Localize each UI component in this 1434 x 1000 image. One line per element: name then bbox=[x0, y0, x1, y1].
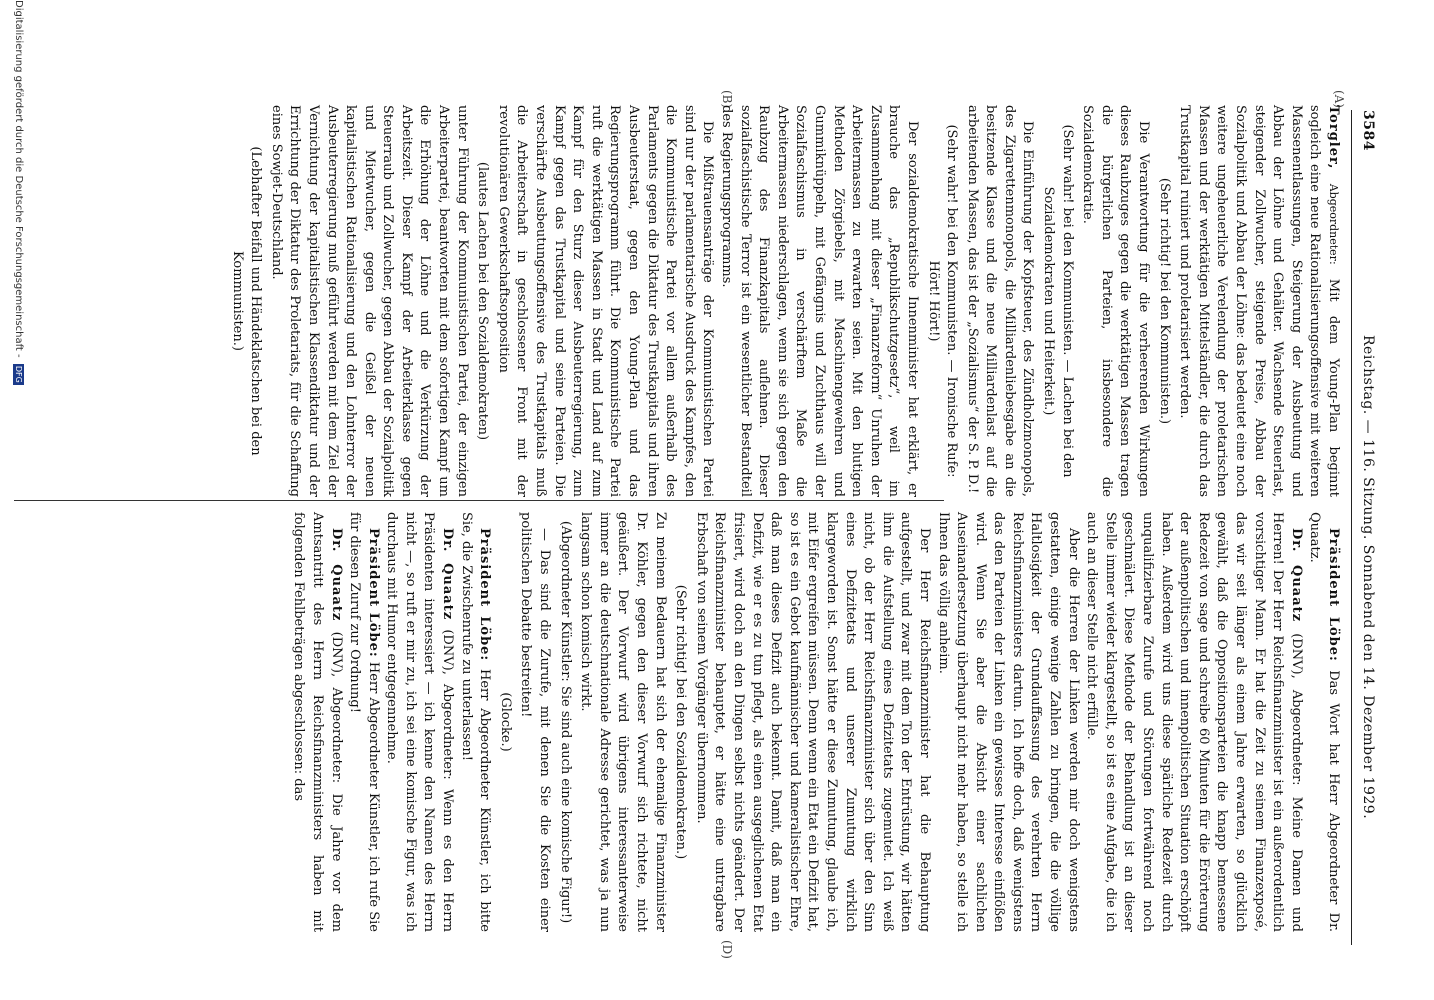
page-number: 3584 bbox=[1360, 110, 1376, 151]
paragraph bbox=[1175, 105, 1342, 497]
paragraph bbox=[382, 512, 456, 932]
speaker-name: Dr. Quaatz bbox=[440, 528, 456, 621]
left-column bbox=[225, 105, 1342, 497]
paragraph bbox=[345, 512, 382, 932]
paragraph-text: Herr Abgeordneter Künstler, ich rufe Sie für diesen Zuruf zur Ordnung! bbox=[347, 512, 381, 932]
paragraph-text: (DNV), Abgeordneter: Die Jahre vor dem Amtsantritt des Herrn Reichsfinanzministers haben mit folgenden Fehlbeträgen abgeschlossen: das bbox=[291, 512, 344, 932]
header-rule bbox=[1351, 110, 1352, 945]
interjection: (Sehr richtig! bei den Kommunisten.) bbox=[1156, 177, 1172, 425]
running-head: Reichstag. — 116. Sitzung. Sonnabend den 14. Dezember 1929. bbox=[1360, 335, 1376, 820]
paragraph: Zu meinem Bedauern hat sich der ehemalige Finanzminister Dr. Köhler, gegen den dieser Vorwurf sich richtete, nicht geäußert. Der Vorwurf wird übrigens interessanterweise immer an die deutschnationale Adresse gerichtet, was ja nun langsam schon komisch wirkt. bbox=[578, 512, 668, 932]
paragraph bbox=[1305, 512, 1342, 932]
right-column bbox=[289, 512, 1342, 932]
speaker-role: Abgeordneter: bbox=[1327, 183, 1340, 265]
paragraph: unter Führung der Kommunistischen Partei, der einzigen Arbeiterpartei, beantworten mit dem sofortigen Kampf um die Erhöhung der Löhne und die Verkürzung der Arbeitszeit. Dieser Kampf der Arbeiterklasse gegen Steuerraub und Zollwucher, gegen Abbau der Sozialpolitik und Mietwucher, gegen die Geißel der neuen kapitalistischen Rationalisierung und den Lohnterror der Ausbeuterregierung muß geführt werden mit dem Ziel der Vernichtung der kapitalistischen Klassendiktatur und der Errichtung der Diktatur des Proletariats, für die Schaffung eines Sowjet-Deutschland. bbox=[268, 105, 470, 497]
paragraph-text: (DNV), Abgeordneter: Wenn es den Herrn Präsidenten interessiert — ich kenne den Namen des Herrn nicht —, so ruft er mir zu, ich sei eine komische Figur, was ich durchaus mit Humor entgegennehme. bbox=[384, 512, 456, 932]
page-header bbox=[1354, 110, 1376, 940]
paragraph: Die Verantwortung für die verheerenden Wirkungen dieses Raubzuges gegen die werktätigen Massen tragen die bürgerlichen Parteien, insbesondere die Sozialdemokratie. bbox=[1080, 105, 1152, 497]
speaker-name: Dr. Quaatz bbox=[328, 528, 344, 622]
margin-mark-a: (A) bbox=[1332, 90, 1346, 109]
margin-mark-d: (D) bbox=[720, 940, 734, 959]
interjection: (Lebhafter Beifall und Händeklatschen bei den Kommunisten.) bbox=[229, 146, 264, 456]
paragraph bbox=[289, 512, 345, 932]
speaker-name: Torgler, bbox=[1326, 105, 1341, 170]
dfg-logo: DFG bbox=[14, 365, 23, 383]
speaker-name: Präsident Löbe: bbox=[365, 528, 381, 658]
paragraph-text: Mit dem Young-Plan beginnt sogleich eine neue Rationalisierungsoffensive mit weiteren Massenentlassungen, Steigerung der Ausbeutung und Abbau der Löhne und Gehälter. Wachsende Steuerlast, steigender Zollwucher, steigende Preise, Abbau der Sozialpolitik und Abbau der Löhne: das bedeutet eine noch weitere ungeheuerliche Verelendung der proletarischen Massen und der werktätigen Mittelständler, die durch das Trustkapital ruiniert und proletarisiert werden. bbox=[1177, 105, 1341, 497]
paragraph-text: Herr Abgeordneter Künstler, ich bitte Sie, die Zwischenrufe zu unterlassen! bbox=[458, 512, 493, 932]
paragraph: Die Mißtrauensanträge der Kommunistischen Partei sind nur der parlamentarische Ausdruck des Kampfes, den die Kommunistische Partei vor allem außerhalb des Parlaments gegen die Diktatur des Trustkapitals und ihren Ausbeuterstaat, gegen den Young-Plan und das Regierungsprogramm führt. Die Kommunistische Partei ruft die werktätigen Massen in Stadt und Land auf zum Kampf für den Sturz dieser Ausbeuterregierung, zum Kampf gegen das Trustkapital und seine Parteien. Die verschärfte Ausbeutungsoffensive des Trustkapitals muß die Arbeiterschaft in geschlossener Front mit der revolutionären Gewerkschaftsopposition bbox=[495, 105, 716, 497]
speaker-name: Präsident Löbe: bbox=[1326, 528, 1341, 662]
footer-text: Digitalisierung gefördert durch die Deutsche Forschungsgemeinschaft - bbox=[13, 0, 24, 358]
speaker-name: Präsident Löbe: bbox=[477, 528, 493, 662]
interjection: (Abgeordneter Künstler: Sie sind auch eine komische Figur!) bbox=[557, 520, 573, 924]
interjection: (Sehr richtig! bei den Sozialdemokraten.) bbox=[673, 584, 689, 860]
paragraph: Die Einführung der Kopfsteuer, des Zündholzmonopols, des Zigarettenmonopols, die Milliardenliebesgabe an die besitzende Klasse und die neue Milliardenlast auf die arbeitenden Massen, das ist der „Sozialismus“ der S. P. D.! bbox=[964, 105, 1036, 497]
margin-mark-b: (B) bbox=[720, 90, 734, 109]
interjection: (Sehr wahr! bei den Kommunisten. — Lachen bei den Sozialdemokraten und Heiterkeit.) bbox=[1041, 124, 1075, 478]
paragraph-text: Das Wort hat Herr Abgeordneter Dr. Quaatz. bbox=[1307, 512, 1341, 932]
paragraph: Aber die Herren der Linken werden mir doch wenigstens gestatten, einige wenige Zahlen zu bringen, die die völlige Haltlosigkeit der Grundauffassung des verehrten Herrn Reichsfinanzministers dartun. Ich hoffe doch, daß wenigstens das den Parteien der Linken ein gewisses Interesse einflößen wird. Wenn Sie aber die Absicht einer sachlichen Auseinandersetzung überhaupt nicht mehr haben, so stelle ich Ihnen das völlig anheim. bbox=[935, 512, 1081, 932]
digitization-footer bbox=[13, 0, 24, 1000]
speaker-name: Dr. Quaatz bbox=[1288, 528, 1304, 623]
paragraph: — Das sind die Zurufe, mit denen Sie die Kosten einer politischen Debatte bestreiten! bbox=[518, 512, 553, 932]
column-divider bbox=[14, 500, 944, 501]
interjection: (Sehr wahr! bei den Kommunisten. — Ironische Rufe: Hört! Hört!) bbox=[925, 124, 960, 478]
paragraph: Der sozialdemokratische Innenminister hat erklärt, er brauche das „Republikschutzgesetz“, weil im Zusammenhang mit dieser „Finanzreform“ Unruhen der Arbeitermassen zu erwarten seien. Mit den blutigen Methoden Zörgiebels, mit Maschinengewehren und Gummiknüppeln, mit Gefängnis und Zuchthaus will der Sozialfaschismus in verschärftem Maße die Arbeitermassen niederschlagen, wenn sie sich gegen den Raubzug des Finanzkapitals auflehnen. Dieser sozialfaschistische Terror ist ein wesentlicher Bestandteil des Regierungsprogramms. bbox=[719, 105, 920, 497]
interjection: (lautes Lachen bei den Sozialdemokraten) bbox=[475, 161, 491, 441]
paragraph bbox=[1082, 512, 1305, 932]
paragraph: Der Herr Reichsfinanzminister hat die Behauptung aufgestellt, und zwar mit dem Ton der Entrüstung, wir hätten ihm die Aufstellung eines Defizitetats zugemutet. Ich weiß nicht, ob der Herr Reichsfinanzminister sich über den Sinn eines Defizitetats und unserer Zumutung wirklich klargeworden ist. Sonst hätte er diese Zumutung, glaube ich, mit Eifer ergreifen müssen. Denn wenn ein Etat ein Defizit hat, so ist es ein Gebot kaufmännischer und kameralistischer Ehre, daß man dieses Defizit auch bekennt. Damit, daß man ein Defizit, wie er es zu tun pflegt, als einen ausgeglichenen Etat frisiert, wird doch an den Dingen selbst nichts geändert. Der Reichsfinanzminister behauptet, er hätte eine untragbare Erbschaft von seinem Vorgänger übernommen. bbox=[693, 512, 932, 932]
paragraph bbox=[456, 512, 493, 932]
interjection: (Glocke.) bbox=[497, 692, 513, 752]
paragraph-text: (DNV), Abgeordneter: Meine Damen und Herren! Der Herr Reichsfinanzminister ist ein außerordentlich vorsichtiger Mann. Er hat die Zeit zu seinem Finanzexposé, das wir seit länger als einem Jahre erwarten, so glücklich gewählt, daß die Oppositionsparteien die knapp bemessene Redezeit von sage und schreibe 60 Minuten für die Erörterung der außenpolitischen und innenpolitischen Situation erschöpft haben. Außerdem wird uns diese spärliche Redezeit durch unqualifizierbare Zurufe und Störungen fortwährend noch geschmälert. Diese Methode der Behandlung ist an dieser Stelle immer wieder klargestellt, so ist es eine Aufgabe, die ich auch an dieser Stelle nicht erfülle. bbox=[1084, 512, 1304, 932]
